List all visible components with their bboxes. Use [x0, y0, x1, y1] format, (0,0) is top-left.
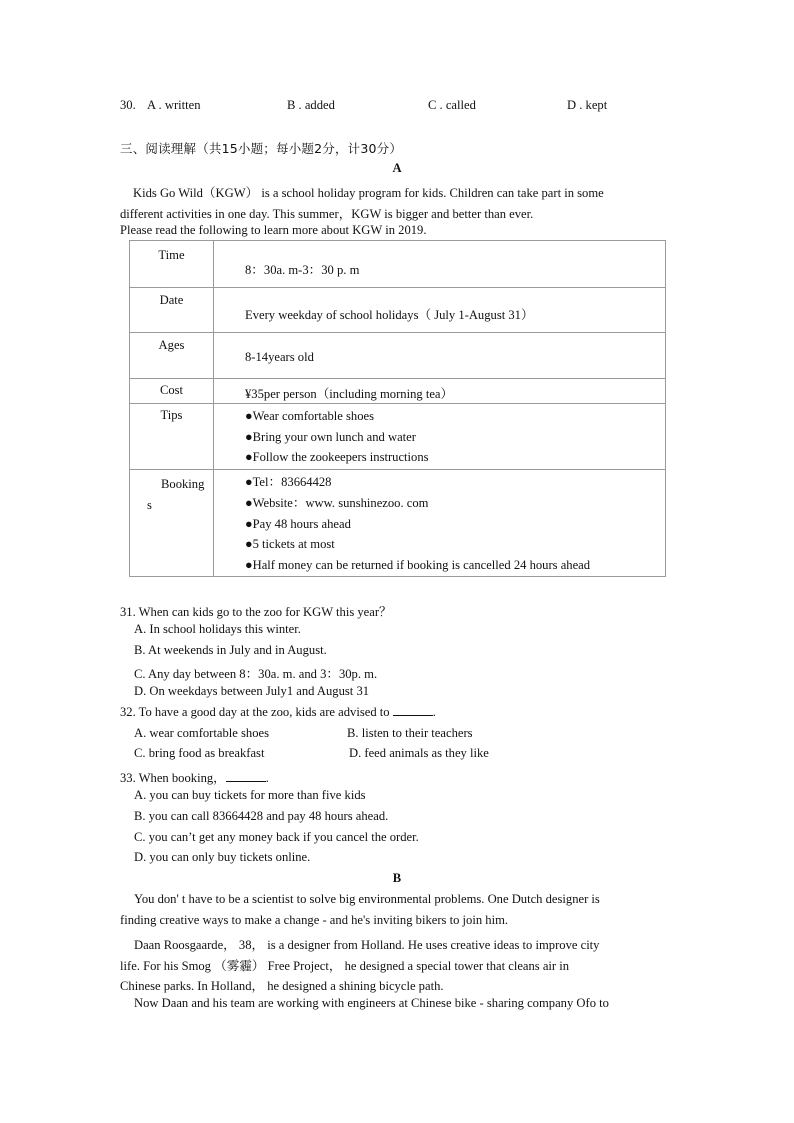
table-label-cost: Cost [159, 383, 184, 397]
answer-blank [393, 705, 433, 716]
question-32-stem [120, 705, 436, 720]
question-33-stem-end: . [265, 771, 269, 785]
question-31-option-c: C. Any day between 8：30a. m. and 3：30p. m. [134, 667, 378, 681]
table-value-booking-4: ●5 tickets at most [245, 537, 335, 552]
table-value-date: Every weekday of school holidays（ July 1-August 31） [245, 308, 534, 322]
question-31-option-b: B. At weekends in July and in August. [134, 643, 327, 657]
table-value-booking-5: ●Half money can be returned if booking is cancelled 24 hours ahead [245, 558, 591, 573]
question-32-option-c: C. bring food as breakfast [134, 746, 265, 760]
question-32-option-d: D. feed animals as they like [349, 746, 489, 760]
passage-b-line-5: Chinese parks. In Holland， he designed a shining bicycle path. [120, 979, 444, 993]
question-33-stem [120, 767, 269, 786]
table-label-ages: Ages [158, 338, 185, 352]
question-32-stem-end: . [432, 705, 436, 719]
question-30-option-a: A . written [147, 98, 201, 112]
question-30-option-b: B . added [287, 98, 335, 112]
kgw-info-table [129, 240, 666, 577]
section-heading: 三、阅读理解（共15小题；每小题2分，计30分） [120, 141, 403, 156]
table-row [130, 241, 666, 288]
question-32-stem-text: 32. To have a good day at the zoo, kids are advised to [120, 705, 390, 719]
question-30-option-d: D . kept [567, 98, 608, 112]
passage-a-intro-line-1: Kids Go Wild（KGW） is a school holiday program for kids. Children can take part in some [133, 186, 604, 200]
table-value-time: 8：30a. m-3：30 p. m [245, 263, 360, 277]
question-32-option-b: B. listen to their teachers [347, 726, 473, 740]
table-label-tips: Tips [160, 408, 183, 422]
table-value-ages: 8-14years old [245, 350, 314, 364]
answer-blank [226, 771, 266, 782]
table-value-booking-1: ●Tel：83664428 [245, 475, 332, 489]
question-32-option-a: A. wear comfortable shoes [134, 726, 269, 740]
table-label-bookings: Booking [161, 477, 205, 491]
table-row [130, 404, 666, 470]
table-value-tips-3: ●Follow the zookeepers instructions [245, 450, 429, 465]
table-row [130, 333, 666, 379]
question-31-option-a: A. In school holidays this winter. [134, 622, 301, 636]
question-30-option-c: C . called [428, 98, 476, 112]
table-value-booking-2: ●Website：www. sunshinezoo. com [245, 495, 429, 510]
table-value-booking-3: ●Pay 48 hours ahead [245, 516, 351, 531]
question-30-number: 30. [120, 98, 136, 112]
table-row [130, 288, 666, 333]
table-label-time: Time [158, 248, 185, 262]
table-row [130, 470, 666, 577]
passage-a-intro-line-3: Please read the following to learn more about KGW in 2019. [120, 223, 427, 237]
passage-b-line-2: finding creative ways to make a change - and he's inviting bikers to join him. [120, 913, 509, 927]
passage-b-line-3: Daan Roosgaarde， 38， is a designer from Holland. He uses creative ideas to improve city [134, 938, 600, 952]
passage-b-label: B [392, 871, 402, 885]
table-row [130, 379, 666, 404]
question-33-option-b: B. you can call 83664428 and pay 48 hours ahead. [134, 809, 389, 823]
table-label-bookings-wrap: s [147, 497, 152, 512]
passage-b-line-6: Now Daan and his team are working with engineers at Chinese bike - sharing company Ofo to [134, 996, 609, 1010]
passage-a-label: A [392, 161, 402, 175]
question-30 [120, 98, 680, 116]
passage-a-intro-line-2: different activities in one day. This summer，KGW is bigger and better than ever. [120, 207, 534, 221]
question-33-stem-text: 33. When booking， [120, 771, 226, 785]
passage-b-line-1: You don' t have to be a scientist to solve big environmental problems. One Dutch designer is [134, 892, 600, 906]
question-33-option-d: D. you can only buy tickets online. [134, 850, 311, 864]
question-33-option-c: C. you can’t get any money back if you cancel the order. [134, 830, 419, 844]
table-value-cost: ¥35per person（including morning tea） [245, 387, 454, 401]
question-31-option-d: D. On weekdays between July1 and August 31 [134, 684, 370, 698]
question-31-stem: 31. When can kids go to the zoo for KGW this year？ [120, 605, 392, 619]
table-label-date: Date [159, 293, 184, 307]
question-33-option-a: A. you can buy tickets for more than five kids [134, 788, 366, 802]
passage-b-line-4: life. For his Smog （雾霾） Free Project， he designed a special tower that cleans air in [120, 959, 570, 973]
table-value-tips-2: ●Bring your own lunch and water [245, 429, 416, 444]
table-value-tips-1: ●Wear comfortable shoes [245, 409, 374, 423]
